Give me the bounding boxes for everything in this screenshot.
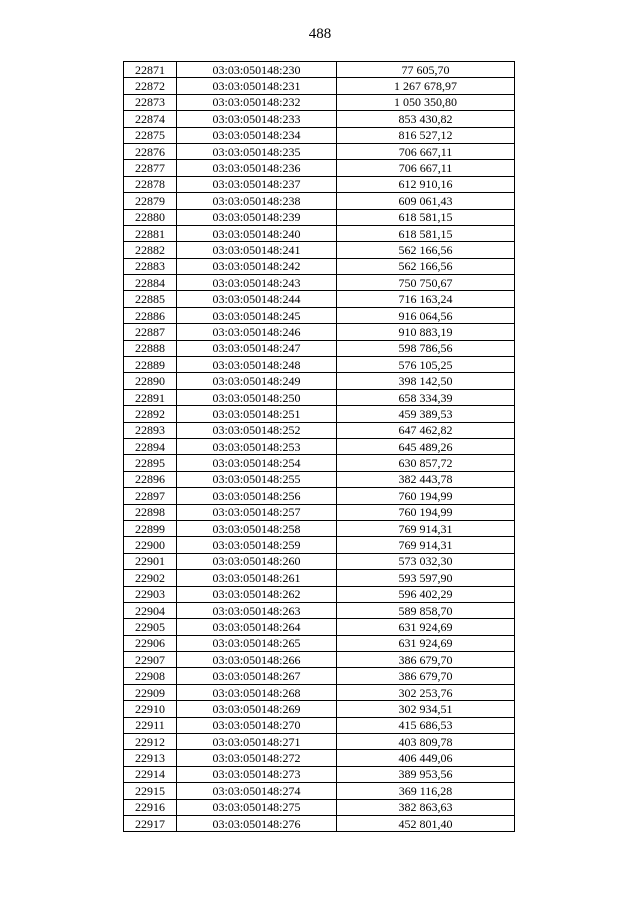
value-cell: 562 166,56: [337, 242, 515, 258]
cadastral-number-cell: 03:03:050148:252: [177, 422, 337, 438]
cadastral-number-cell: 03:03:050148:262: [177, 586, 337, 602]
value-cell: 618 581,15: [337, 225, 515, 241]
cadastral-number-cell: 03:03:050148:264: [177, 619, 337, 635]
row-number-cell: 22886: [124, 307, 177, 323]
row-number-cell: 22879: [124, 193, 177, 209]
row-number-cell: 22888: [124, 340, 177, 356]
row-number-cell: 22877: [124, 160, 177, 176]
row-number-cell: 22873: [124, 94, 177, 110]
value-cell: 576 105,25: [337, 357, 515, 373]
table-row: [124, 193, 515, 209]
cadastral-number-cell: 03:03:050148:251: [177, 406, 337, 422]
row-number-cell: 22876: [124, 143, 177, 159]
table-row: [124, 94, 515, 110]
value-cell: 459 389,53: [337, 406, 515, 422]
row-number-cell: 22872: [124, 78, 177, 94]
cadastral-number-cell: 03:03:050148:274: [177, 783, 337, 799]
row-number-cell: 22893: [124, 422, 177, 438]
value-cell: 750 750,67: [337, 275, 515, 291]
value-cell: 589 858,70: [337, 602, 515, 618]
table-row: [124, 389, 515, 405]
table-row: [124, 553, 515, 569]
row-number-cell: 22903: [124, 586, 177, 602]
row-number-cell: 22897: [124, 488, 177, 504]
value-cell: 760 194,99: [337, 504, 515, 520]
cadastral-number-cell: 03:03:050148:250: [177, 389, 337, 405]
cadastral-number-cell: 03:03:050148:246: [177, 324, 337, 340]
cadastral-number-cell: 03:03:050148:244: [177, 291, 337, 307]
row-number-cell: 22871: [124, 62, 177, 78]
value-cell: 612 910,16: [337, 176, 515, 192]
value-cell: 593 597,90: [337, 570, 515, 586]
row-number-cell: 22885: [124, 291, 177, 307]
value-cell: 573 032,30: [337, 553, 515, 569]
cadastral-number-cell: 03:03:050148:243: [177, 275, 337, 291]
cadastral-number-cell: 03:03:050148:265: [177, 635, 337, 651]
table-row: [124, 225, 515, 241]
table-row: [124, 799, 515, 815]
row-number-cell: 22908: [124, 668, 177, 684]
table-row: [124, 471, 515, 487]
cadastral-number-cell: 03:03:050148:237: [177, 176, 337, 192]
value-cell: 658 334,39: [337, 389, 515, 405]
table-row: [124, 373, 515, 389]
value-cell: 769 914,31: [337, 520, 515, 536]
table-row: [124, 504, 515, 520]
table-row: [124, 291, 515, 307]
cadastral-number-cell: 03:03:050148:254: [177, 455, 337, 471]
value-cell: 452 801,40: [337, 815, 515, 831]
row-number-cell: 22884: [124, 275, 177, 291]
value-cell: 415 686,53: [337, 717, 515, 733]
cadastral-number-cell: 03:03:050148:259: [177, 537, 337, 553]
cadastral-number-cell: 03:03:050148:272: [177, 750, 337, 766]
value-cell: 609 061,43: [337, 193, 515, 209]
row-number-cell: 22913: [124, 750, 177, 766]
row-number-cell: 22881: [124, 225, 177, 241]
value-cell: 647 462,82: [337, 422, 515, 438]
value-cell: 598 786,56: [337, 340, 515, 356]
value-cell: 645 489,26: [337, 438, 515, 454]
cadastral-number-cell: 03:03:050148:247: [177, 340, 337, 356]
row-number-cell: 22911: [124, 717, 177, 733]
table-row: [124, 143, 515, 159]
table-row: [124, 635, 515, 651]
table-row: [124, 668, 515, 684]
value-cell: 706 667,11: [337, 160, 515, 176]
cadastral-number-cell: 03:03:050148:258: [177, 520, 337, 536]
row-number-cell: 22916: [124, 799, 177, 815]
row-number-cell: 22914: [124, 766, 177, 782]
value-cell: 853 430,82: [337, 111, 515, 127]
cadastral-number-cell: 03:03:050148:242: [177, 258, 337, 274]
table-row: [124, 324, 515, 340]
row-number-cell: 22882: [124, 242, 177, 258]
table-row: [124, 275, 515, 291]
row-number-cell: 22894: [124, 438, 177, 454]
value-cell: 1 267 678,97: [337, 78, 515, 94]
cadastral-number-cell: 03:03:050148:275: [177, 799, 337, 815]
cadastral-number-cell: 03:03:050148:238: [177, 193, 337, 209]
value-cell: 382 863,63: [337, 799, 515, 815]
cadastral-number-cell: 03:03:050148:270: [177, 717, 337, 733]
value-cell: 631 924,69: [337, 635, 515, 651]
row-number-cell: 22887: [124, 324, 177, 340]
table-body: [124, 62, 515, 832]
value-cell: 716 163,24: [337, 291, 515, 307]
table-row: [124, 701, 515, 717]
cadastral-number-cell: 03:03:050148:256: [177, 488, 337, 504]
cadastral-number-cell: 03:03:050148:248: [177, 357, 337, 373]
value-cell: 630 857,72: [337, 455, 515, 471]
cadastral-value-table: [123, 61, 515, 832]
table-row: [124, 406, 515, 422]
value-cell: 916 064,56: [337, 307, 515, 323]
row-number-cell: 22891: [124, 389, 177, 405]
value-cell: 382 443,78: [337, 471, 515, 487]
cadastral-number-cell: 03:03:050148:240: [177, 225, 337, 241]
row-number-cell: 22907: [124, 652, 177, 668]
cadastral-number-cell: 03:03:050148:241: [177, 242, 337, 258]
value-cell: 398 142,50: [337, 373, 515, 389]
row-number-cell: 22874: [124, 111, 177, 127]
table-row: [124, 750, 515, 766]
cadastral-number-cell: 03:03:050148:268: [177, 684, 337, 700]
table-row: [124, 242, 515, 258]
page-number: 488: [308, 26, 332, 42]
value-cell: 369 116,28: [337, 783, 515, 799]
value-cell: 562 166,56: [337, 258, 515, 274]
cadastral-number-cell: 03:03:050148:231: [177, 78, 337, 94]
row-number-cell: 22909: [124, 684, 177, 700]
value-cell: 816 527,12: [337, 127, 515, 143]
table-row: [124, 340, 515, 356]
value-cell: 389 953,56: [337, 766, 515, 782]
table-row: [124, 684, 515, 700]
table-row: [124, 520, 515, 536]
cadastral-number-cell: 03:03:050148:239: [177, 209, 337, 225]
value-cell: 386 679,70: [337, 668, 515, 684]
row-number-cell: 22905: [124, 619, 177, 635]
row-number-cell: 22904: [124, 602, 177, 618]
cadastral-number-cell: 03:03:050148:276: [177, 815, 337, 831]
table-row: [124, 815, 515, 831]
value-cell: 631 924,69: [337, 619, 515, 635]
row-number-cell: 22895: [124, 455, 177, 471]
value-cell: 386 679,70: [337, 652, 515, 668]
cadastral-number-cell: 03:03:050148:234: [177, 127, 337, 143]
value-cell: 1 050 350,80: [337, 94, 515, 110]
table-row: [124, 78, 515, 94]
cadastral-number-cell: 03:03:050148:271: [177, 734, 337, 750]
table-row: [124, 537, 515, 553]
row-number-cell: 22899: [124, 520, 177, 536]
table-row: [124, 209, 515, 225]
cadastral-number-cell: 03:03:050148:266: [177, 652, 337, 668]
value-cell: 302 934,51: [337, 701, 515, 717]
cadastral-number-cell: 03:03:050148:255: [177, 471, 337, 487]
row-number-cell: 22917: [124, 815, 177, 831]
row-number-cell: 22880: [124, 209, 177, 225]
table-row: [124, 455, 515, 471]
cadastral-number-cell: 03:03:050148:253: [177, 438, 337, 454]
value-cell: 406 449,06: [337, 750, 515, 766]
table-row: [124, 258, 515, 274]
row-number-cell: 22892: [124, 406, 177, 422]
value-cell: 769 914,31: [337, 537, 515, 553]
table-row: [124, 586, 515, 602]
row-number-cell: 22901: [124, 553, 177, 569]
table-row: [124, 438, 515, 454]
table-row: [124, 160, 515, 176]
table-row: [124, 783, 515, 799]
row-number-cell: 22883: [124, 258, 177, 274]
row-number-cell: 22890: [124, 373, 177, 389]
cadastral-number-cell: 03:03:050148:269: [177, 701, 337, 717]
table-row: [124, 652, 515, 668]
cadastral-number-cell: 03:03:050148:232: [177, 94, 337, 110]
row-number-cell: 22889: [124, 357, 177, 373]
table-row: [124, 176, 515, 192]
cadastral-number-cell: 03:03:050148:236: [177, 160, 337, 176]
table-row: [124, 570, 515, 586]
cadastral-number-cell: 03:03:050148:260: [177, 553, 337, 569]
cadastral-number-cell: 03:03:050148:249: [177, 373, 337, 389]
value-cell: 302 253,76: [337, 684, 515, 700]
table-row: [124, 422, 515, 438]
table-row: [124, 62, 515, 78]
row-number-cell: 22910: [124, 701, 177, 717]
table-row: [124, 127, 515, 143]
table-row: [124, 111, 515, 127]
row-number-cell: 22900: [124, 537, 177, 553]
table-row: [124, 717, 515, 733]
value-cell: 403 809,78: [337, 734, 515, 750]
value-cell: 77 605,70: [337, 62, 515, 78]
table-row: [124, 619, 515, 635]
row-number-cell: 22898: [124, 504, 177, 520]
row-number-cell: 22896: [124, 471, 177, 487]
table-row: [124, 602, 515, 618]
cadastral-number-cell: 03:03:050148:273: [177, 766, 337, 782]
value-cell: 910 883,19: [337, 324, 515, 340]
table-row: [124, 357, 515, 373]
row-number-cell: 22912: [124, 734, 177, 750]
table-row: [124, 766, 515, 782]
value-cell: 618 581,15: [337, 209, 515, 225]
row-number-cell: 22902: [124, 570, 177, 586]
row-number-cell: 22875: [124, 127, 177, 143]
row-number-cell: 22878: [124, 176, 177, 192]
cadastral-number-cell: 03:03:050148:267: [177, 668, 337, 684]
cadastral-number-cell: 03:03:050148:257: [177, 504, 337, 520]
row-number-cell: 22906: [124, 635, 177, 651]
cadastral-number-cell: 03:03:050148:245: [177, 307, 337, 323]
cadastral-number-cell: 03:03:050148:233: [177, 111, 337, 127]
value-cell: 706 667,11: [337, 143, 515, 159]
cadastral-number-cell: 03:03:050148:261: [177, 570, 337, 586]
table-row: [124, 307, 515, 323]
row-number-cell: 22915: [124, 783, 177, 799]
cadastral-number-cell: 03:03:050148:235: [177, 143, 337, 159]
value-cell: 760 194,99: [337, 488, 515, 504]
value-cell: 596 402,29: [337, 586, 515, 602]
table-row: [124, 488, 515, 504]
table-row: [124, 734, 515, 750]
cadastral-number-cell: 03:03:050148:263: [177, 602, 337, 618]
cadastral-number-cell: 03:03:050148:230: [177, 62, 337, 78]
